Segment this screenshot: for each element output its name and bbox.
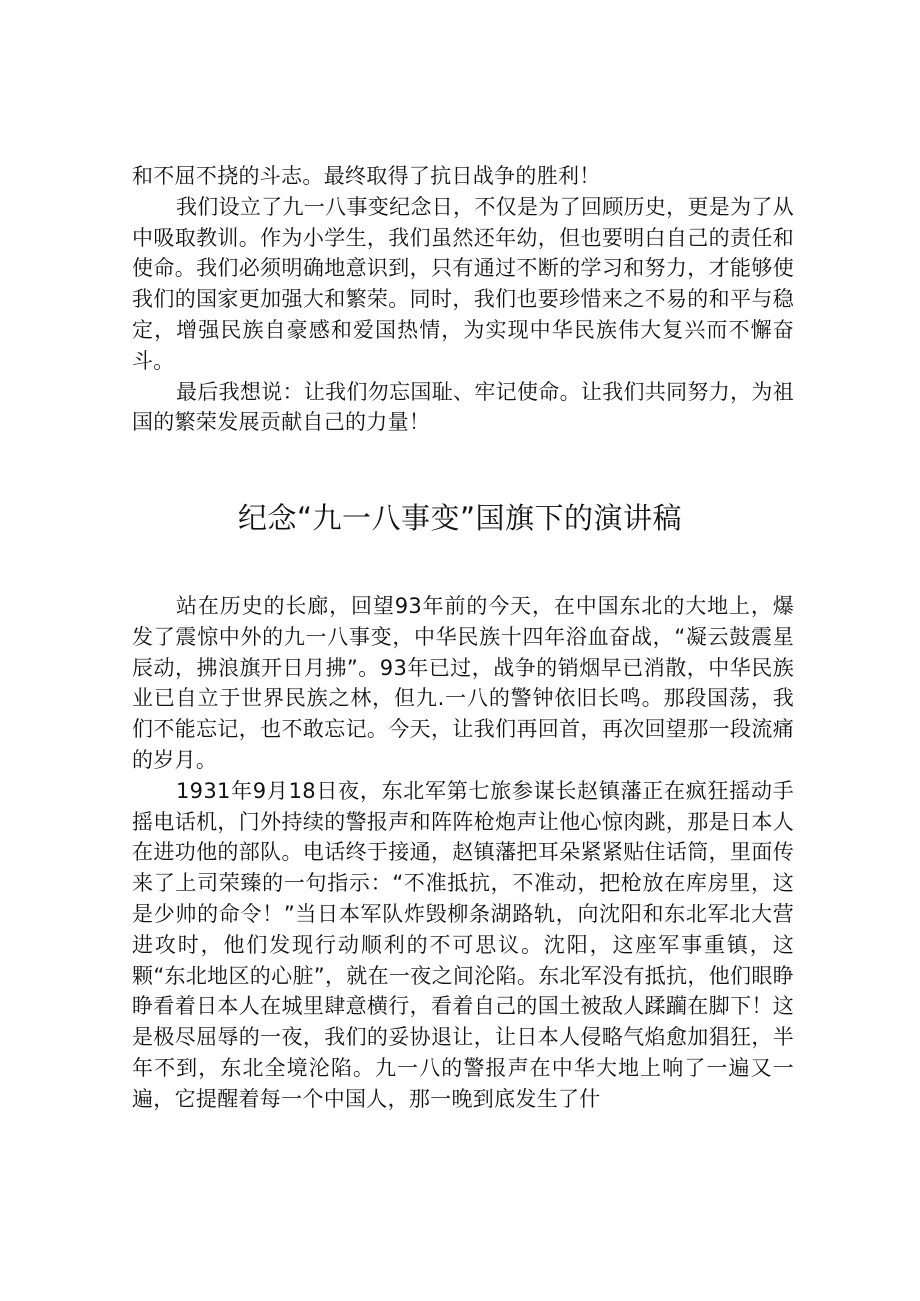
paragraph-closing: 最后我想说：让我们勿忘国耻、牢记使命。让我们共同努力，为祖国的繁荣发展贡献自己的力量！ — [132, 379, 794, 435]
paragraph-intro: 站在历史的长廊，回望93年前的今天，在中国东北的大地上，爆发了震惊中外的九一八事变，中华民族十四年浴血奋战，“凝云鼓震星辰动，拂浪旗开日月拂”。93年已过，战争的销烟早已消散，中华民族业已自立于世界民族之林，但九.一八的警钟依旧长鸣。那段国荡，我们不能忘记，也不敢忘记。今天，让我们再回首，再次回望那一段流痛的岁月。 — [132, 594, 794, 772]
paragraph-history: 1931年9月18日夜，东北军第七旅参谋长赵镇藩正在疯狂摇动手摇电话机，门外持续的警报声和阵阵枪炮声让他心惊肉跳，那是日本人在进功他的部队。电话终于接通，赵镇藩把耳朵紧紧贴住话筒，里面传来了上司荣臻的一句指示：“不准抵抗，不准动，把枪放在库房里，这是少帅的命令！”当日本军队炸毁柳条湖路轨，向沈阳和东北军北大营进攻时，他们发现行动顺利的不可思议。沈阳，这座军事重镇，这颗“东北地区的心脏”，就在一夜之间沦陷。东北军没有抵抗，他们眼睁睁看着日本人在城里肆意横行，看着自己的国土被敌人蹂躏在脚下！这是极尽屈辱的一夜，我们的妥协退让，让日本人侵略气焰愈加猖狂，半年不到，东北全境沦陷。九一八的警报声在中华大地上响了一遍又一遍，它提醒着每一个中国人，那一晚到底发生了什 — [132, 778, 794, 1111]
speech-two-body — [132, 591, 794, 1115]
paragraph-lesson: 我们设立了九一八事变纪念日，不仅是为了回顾历史，更是为了从中吸取教训。作为小学生，我们虽然还年幼，但也要明白自己的责任和使命。我们必须明确地意识到，只有通过不断的学习和努力，才能够使我们的国家更加强大和繁荣。同时，我们也要珍惜来之不易的和平与稳定，增强民族自豪感和爱国热情，为实现中华民族伟大复兴而不懈奋斗。 — [132, 194, 794, 373]
speech-one-ending — [132, 161, 794, 438]
speech-title: 纪念“九一八事变”国旗下的演讲稿 — [237, 501, 683, 535]
paragraph-continuation: 和不屈不挠的斗志。最终取得了抗日战争的胜利！ — [132, 164, 601, 188]
